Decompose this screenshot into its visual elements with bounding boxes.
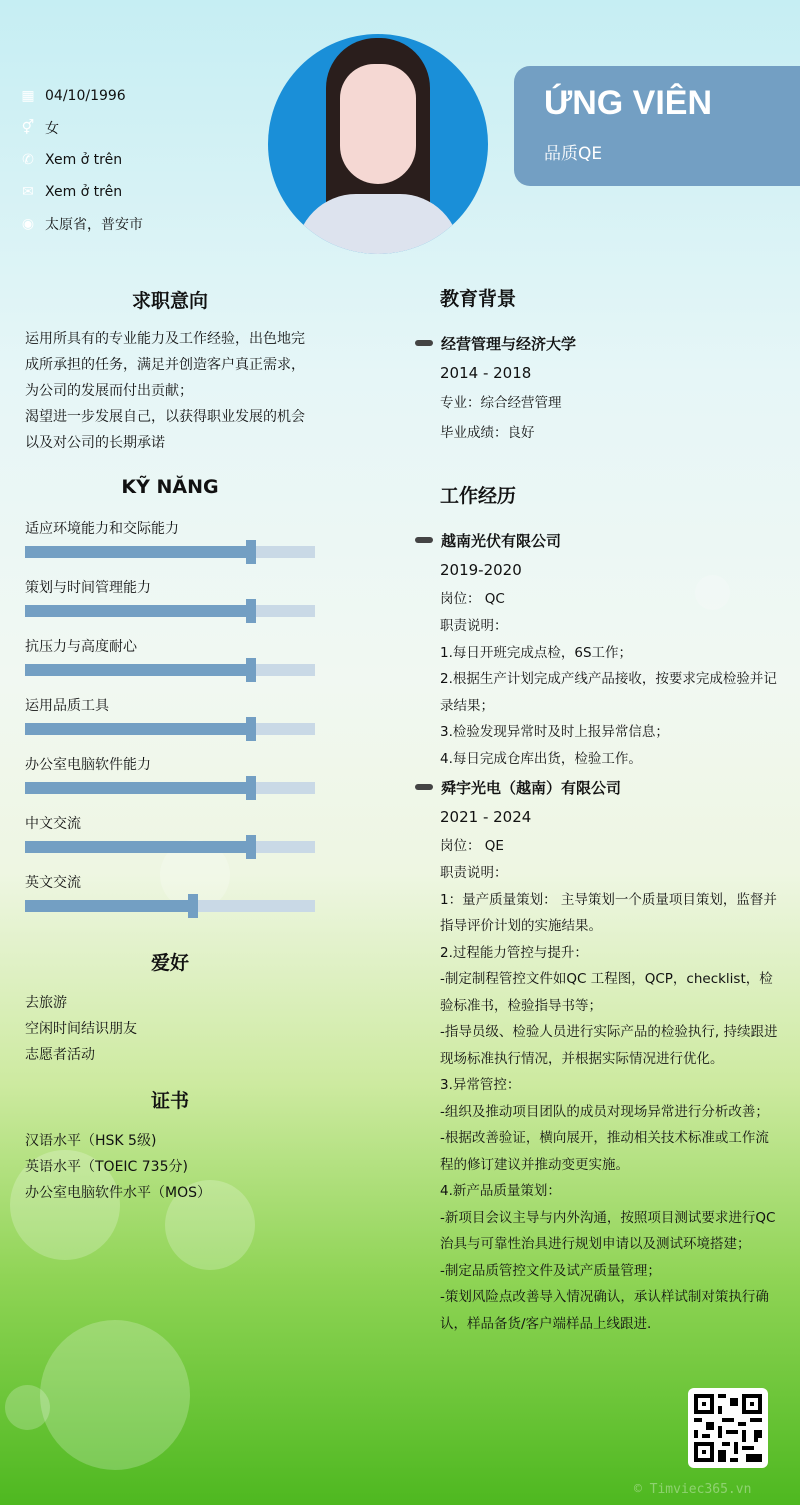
skills-title: KỸ NĂNG [121, 476, 219, 498]
objective-title: 求职意向 [131, 290, 208, 312]
job-duty-line: 4.每日完成仓库出货，检验工作。 [440, 750, 642, 767]
skill-bar [25, 841, 315, 853]
school-name: 经营管理与经济大学 [441, 334, 577, 353]
cert-item: 汉语水平（HSK 5级) [25, 1133, 157, 1149]
job-duty-line: 职责说明： [440, 618, 508, 634]
gender: 女 [45, 121, 59, 137]
skill-bar-knob [246, 599, 256, 623]
skills-list [25, 516, 315, 912]
company-name: 越南光伏有限公司 [441, 531, 562, 550]
skill-item [25, 693, 315, 735]
skill-label: 中文交流 [25, 816, 81, 832]
watermark: © Timviec365.vn [634, 1482, 752, 1497]
skill-label: 抗压力与高度耐心 [25, 639, 137, 655]
cert-item: 办公室电脑软件水平（MOS） [25, 1185, 211, 1201]
job-duty-line: 1：量产质量策划： 主导策划一个质量项目策划，监督并指导评价计划的实施结果。 [440, 891, 777, 934]
qr-code [688, 1388, 768, 1468]
education-major: 专业：综合经营管理 [440, 395, 562, 411]
education-period: 2014 - 2018 [440, 364, 532, 382]
birthday: 04/10/1996 [45, 88, 126, 104]
candidate-name: ỨNG VIÊN [544, 84, 713, 122]
education-grade: 毕业成绩：良好 [440, 425, 535, 441]
skill-label: 英文交流 [25, 875, 81, 891]
location-icon: ◉ [21, 216, 35, 232]
email-icon: ✉ [22, 184, 34, 200]
job-duty-line: -制定制程管控文件如QC 工程图，QCP，checklist，检验标准书，检验指导书等； [440, 971, 773, 1014]
education-title: 教育背景 [440, 288, 517, 310]
email: Xem ở trên [45, 184, 123, 200]
skill-bar-knob [246, 835, 256, 859]
bullet-dash [415, 537, 433, 543]
candidate-role: 品质QE [544, 144, 603, 164]
skill-item [25, 752, 315, 794]
job-period: 2019-2020 [440, 561, 522, 579]
skill-bar [25, 723, 315, 735]
job-period: 2021 - 2024 [440, 808, 532, 826]
hobby-item: 空闲时间结识朋友 [25, 1021, 137, 1037]
job-duty-line: 职责说明： [440, 865, 508, 881]
cert-item: 英语水平（TOEIC 735分) [25, 1159, 188, 1175]
skill-bar-fill [25, 900, 193, 912]
bullet-dash [415, 340, 433, 346]
skill-label: 运用品质工具 [25, 698, 109, 714]
skill-bar [25, 605, 315, 617]
company-name: 舜宇光电（越南）有限公司 [441, 778, 622, 797]
phone: Xem ở trên [45, 152, 123, 168]
skill-label: 办公室电脑软件能力 [25, 757, 151, 773]
job-duty-line: 3.检验发现异常时及时上报异常信息； [440, 724, 669, 740]
skill-label: 适应环境能力和交际能力 [25, 521, 179, 537]
certs-title: 证书 [150, 1090, 189, 1112]
name-box [514, 66, 800, 186]
skill-bar-fill [25, 841, 251, 853]
skill-bar-knob [246, 658, 256, 682]
skill-bar-fill [25, 782, 251, 794]
skill-bar [25, 900, 315, 912]
skill-item [25, 870, 315, 912]
job-duty-line: -组织及推动项目团队的成员对现场异常进行分析改善； [440, 1103, 769, 1120]
gender-icon: ⚥ [21, 120, 35, 136]
contact-info [20, 80, 143, 240]
job-duty-line: -新项目会议主导与内外沟通，按照项目测试要求进行QC 治具与可靠性治具进行规划申请以及测试环境搭建； [440, 1209, 776, 1252]
job-duty-line: -指导员级、检验人员进行实际产品的检验执行, 持续跟进现场标准执行情况，并根据实际情况进行优化。 [440, 1024, 778, 1067]
skill-bar-fill [25, 664, 251, 676]
job-duty-line: 2.根据生产计划完成产线产品接收，按要求完成检验并记录结果； [440, 671, 777, 714]
address: 太原省，普安市 [45, 217, 143, 233]
bullet-dash [415, 784, 433, 790]
job-duty-line: 3.异常管控： [440, 1077, 521, 1093]
job-position: 岗位： QE [440, 838, 504, 854]
job-duty-line: 2.过程能力管控与提升： [440, 944, 588, 961]
objective-line: 渴望进一步发展自己，以获得职业发展的机会以及对公司的长期承诺 [25, 409, 305, 451]
job-item [415, 525, 780, 772]
skill-bar-knob [246, 717, 256, 741]
objective-line: 运用所具有的专业能力及工作经验，出色地完成所承担的任务，满足并创造客户真正需求，为公司的发展而付出贡献； [25, 331, 305, 399]
skill-bar [25, 782, 315, 794]
calendar-icon: ▦ [21, 88, 35, 104]
skill-bar-fill [25, 546, 251, 558]
hobby-item: 去旅游 [25, 995, 67, 1011]
job-duty-line: 1.每日开班完成点检，6S工作； [440, 644, 633, 661]
skill-bar-knob [246, 540, 256, 564]
job-position: 岗位： QC [440, 591, 505, 607]
skill-bar-fill [25, 723, 251, 735]
hobbies-title: 爱好 [150, 952, 189, 974]
hobby-item: 志愿者活动 [25, 1047, 95, 1063]
skill-item [25, 575, 315, 617]
job-duty-line: -策划风险点改善导入情况确认，承认样试制对策执行确认，样品备货/客户端样品上线跟进. [440, 1289, 769, 1332]
skill-item [25, 811, 315, 853]
job-duty-line: -根据改善验证，横向展开，推动相关技术标准或工作流程的修订建议并推动变更实施。 [440, 1130, 769, 1173]
skill-bar [25, 664, 315, 676]
skill-item [25, 634, 315, 676]
job-duty-line: 4.新产品质量策划： [440, 1183, 561, 1199]
skill-label: 策划与时间管理能力 [25, 580, 151, 596]
skill-bar-knob [188, 894, 198, 918]
job-duty-line: -制定品质管控文件及试产质量管理； [440, 1262, 661, 1279]
job-item [415, 772, 780, 1337]
skill-item [25, 516, 315, 558]
work-title: 工作经历 [440, 485, 517, 507]
phone-icon: ✆ [22, 152, 34, 168]
jobs-list [415, 525, 780, 1337]
skill-bar-knob [246, 776, 256, 800]
skill-bar-fill [25, 605, 251, 617]
avatar-photo [268, 34, 488, 254]
skill-bar [25, 546, 315, 558]
